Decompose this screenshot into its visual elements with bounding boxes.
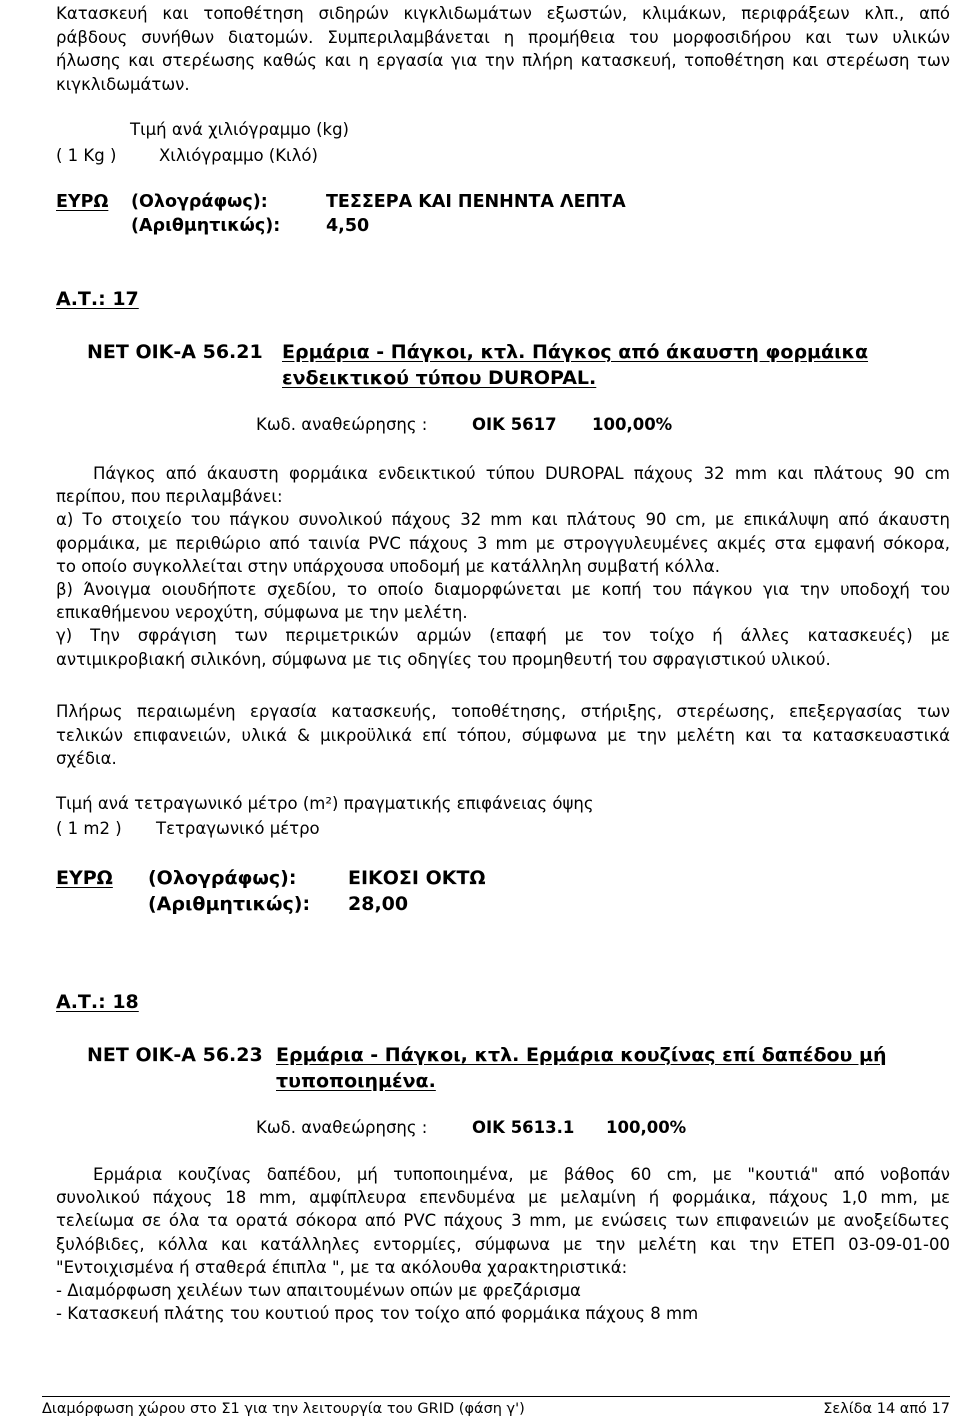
footer-page-number: Σελίδα 14 από 17 xyxy=(823,1401,950,1417)
unit-name: Χιλιόγραμμο (Κιλό) xyxy=(159,146,318,165)
revision-code: ΟΙΚ 5613.1 xyxy=(472,1118,575,1137)
digits-value: 28,00 xyxy=(348,893,409,915)
text-line: τελείωμα σε όλα τα ορατά σόκορα από PVC πάχους 3 mm, με ενώσεις των επιφανειών με ανοξείδωτες xyxy=(56,1211,950,1231)
text-line: Πάγκος από άκαυστη φορμάικα ενδεικτικού τύπου DUROPAL πάχους 32 mm και πλάτους 90 cm xyxy=(93,464,950,483)
revision-code: ΟΙΚ 5617 xyxy=(472,415,557,434)
revision-label: Κωδ. αναθεώρησης : xyxy=(256,1118,428,1137)
intro-paragraph xyxy=(56,2,950,96)
article-code: ΝΕΤ ΟΙΚ-Α 56.21 xyxy=(87,341,263,363)
text-line: περίπου, που περιλαμβάνει: xyxy=(56,487,283,507)
currency-label: ΕΥΡΩ xyxy=(56,867,113,889)
article-title-line: ενδεικτικού τύπου DUROPAL. xyxy=(282,367,597,389)
unit-code: ( 1 Kg ) xyxy=(56,146,117,165)
text-line: γ) Την σφράγιση των περιμετρικών αρμών (επαφή με τον τοίχο ή άλλες κατασκευές) με xyxy=(56,626,950,646)
text-line: - Κατασκευή πλάτης του κουτιού προς τον τοίχο από φορμάικα πάχους 8 mm xyxy=(56,1304,699,1324)
digits-value: 4,50 xyxy=(326,216,370,236)
words-value: ΤΕΣΣΕΡΑ ΚΑΙ ΠΕΝΗΝΤΑ ΛΕΠΤΑ xyxy=(326,192,626,212)
text-line: τελικών επιφανειών, υλικά & μικροϋλικά επί τόπου, σύμφωνα με την μελέτη και τα κατασκευαστικά xyxy=(56,725,950,745)
text-line: συνολικού πάχους 18 mm, αμφίπλευρα επενδυμένα με μελαμίνη ή φορμάικα, πάχους 1,0 mm, με xyxy=(56,1188,950,1208)
unit-name: Τετραγωνικό μέτρο xyxy=(156,819,320,838)
article-title-line: Ερμάρια - Πάγκοι, κτλ. Πάγκος από άκαυστη φορμάικα xyxy=(282,341,869,363)
text-line: Ερμάρια κουζίνας δαπέδου, μή τυποποιημένα, με βάθος 60 cm, με "κουτιά" από νοβοπάν xyxy=(93,1165,950,1184)
description-paragraph xyxy=(56,462,950,671)
digits-label: (Αριθμητικώς): xyxy=(131,216,281,236)
digits-label: (Αριθμητικώς): xyxy=(148,893,311,915)
revision-percent: 100,00% xyxy=(592,415,673,434)
text-line: κιγκλιδωμάτων. xyxy=(56,74,190,94)
revision-percent: 100,00% xyxy=(606,1118,687,1137)
footer-document-title: Διαμόρφωση χώρου στο Σ1 για την λειτουργία του GRID (φάση γ') xyxy=(42,1401,525,1417)
completion-paragraph xyxy=(56,700,950,771)
words-value: ΕΙΚΟΣΙ ΟΚΤΩ xyxy=(348,867,486,889)
currency-label: ΕΥΡΩ xyxy=(56,192,109,212)
article-title-line: τυποποιημένα. xyxy=(276,1070,436,1092)
article-title-line: Ερμάρια - Πάγκοι, κτλ. Ερμάρια κουζίνας επί δαπέδου μή xyxy=(276,1044,887,1066)
text-line: α) Το στοιχείο του πάγκου συνολικού πάχους 32 mm και πλάτους 90 cm, με επικάλυψη από άκαυστη xyxy=(56,510,950,530)
article-code: ΝΕΤ ΟΙΚ-Α 56.23 xyxy=(87,1044,263,1066)
description-paragraph xyxy=(56,1163,950,1325)
words-label: (Ολογράφως): xyxy=(148,867,297,889)
text-line: ράβδους συνήθων διατομών. Συμπεριλαμβάνεται η προμήθεια του μορφοσιδήρου και των υλικών xyxy=(56,27,950,47)
text-line: το οποίο συγκολλείται στην υπάρχουσα υποδομή με κατάλληλη συμβατή κόλλα. xyxy=(56,556,720,576)
revision-label: Κωδ. αναθεώρησης : xyxy=(256,415,428,434)
text-line: φορμάικα, με περιθώριο από ταινία PVC πάχους 3 mm με στρογγυλευμένες ακμές στα εμφανή σόκορα, xyxy=(56,533,950,553)
text-line: ξυλόβιδες, κόλλα και κατάλληλες εντορμίες, σύμφωνα με την μελέτη και την ΕΤΕΠ 03-09-01-00 xyxy=(56,1234,950,1254)
text-line: Πλήρως περαιωμένη εργασία κατασκευής, τοποθέτησης, στήριξης, στερέωσης, επεξεργασίας των xyxy=(56,702,950,721)
text-line: σχέδια. xyxy=(56,749,117,768)
unit-code: ( 1 m2 ) xyxy=(56,819,122,838)
text-line: επικαθήμενου νεροχύτη, σύμφωνα με την μελέτη. xyxy=(56,603,468,623)
text-line: ήλωσης και στερέωσης καθώς και η εργασία για την πλήρη κατασκευή, τοποθέτηση και στερέωση των xyxy=(56,51,950,70)
unit-price-text: Τιμή ανά χιλιόγραμμο (kg) xyxy=(130,120,349,139)
text-line: - Διαμόρφωση χειλέων των απαιτουμένων οπών με φρεζάρισμα xyxy=(56,1281,581,1301)
text-line: "Εντοιχισμένα ή σταθερά έπιπλα ", με τα ακόλουθα χαρακτηριστικά: xyxy=(56,1257,628,1277)
unit-price-text: Τιμή ανά τετραγωνικό μέτρο (m²) πραγματικής επιφάνειας όψης xyxy=(56,794,594,813)
footer-divider xyxy=(42,1396,950,1397)
words-label: (Ολογράφως): xyxy=(131,192,268,212)
article-number: Α.Τ.: 18 xyxy=(56,991,139,1013)
text-line: β) Άνοιγμα οιουδήποτε σχεδίου, το οποίο διαμορφώνεται με κοπή του πάγκου για την υποδοχή του xyxy=(56,580,950,600)
text-line: αντιμικροβιακή σιλικόνη, σύμφωνα με τις οδηγίες του προμηθευτή του σφραγιστικού υλικού. xyxy=(56,649,831,669)
article-number: Α.Τ.: 17 xyxy=(56,288,139,310)
text-line: Κατασκευή και τοποθέτηση σιδηρών κιγκλιδωμάτων εξωστών, κλιμάκων, περιφράξεων κλπ., από xyxy=(56,4,950,23)
